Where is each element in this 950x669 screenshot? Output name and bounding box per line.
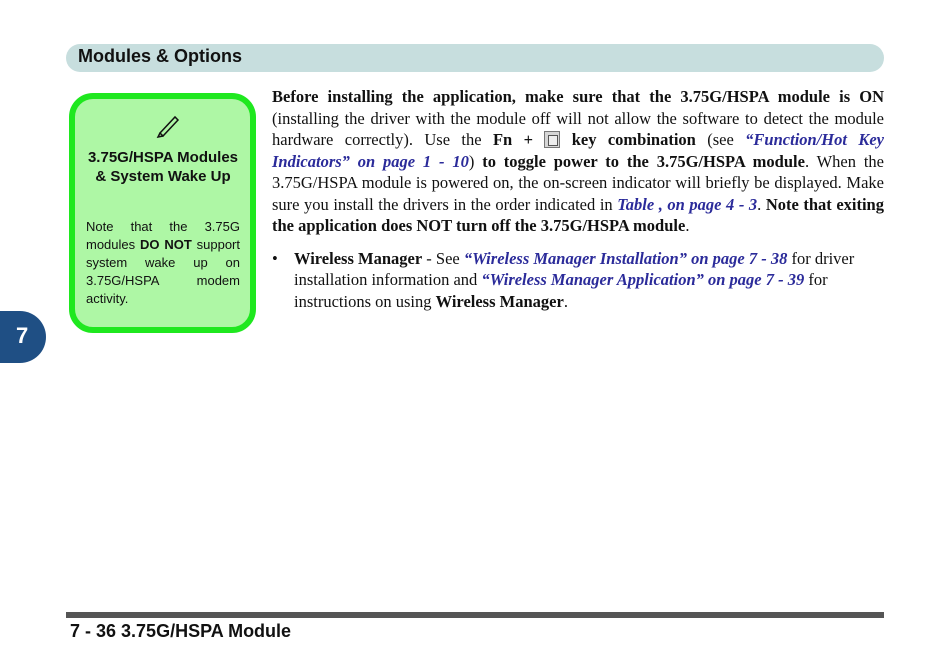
section-header-bar xyxy=(66,44,884,72)
driver-info-text: for driver installation information and xyxy=(294,248,855,289)
table-link[interactable]: Table , on page 4 - 3 xyxy=(617,194,758,214)
chapter-tab[interactable] xyxy=(0,311,46,363)
end-period: . xyxy=(685,216,690,235)
see-text: - See xyxy=(422,248,464,268)
function-hot-key-link[interactable]: “Function/Hot Key Indicators” on page 1 - 10 xyxy=(272,130,884,171)
footer-rule xyxy=(66,612,884,618)
key-combo-label: key combination xyxy=(560,130,696,149)
pencil-icon xyxy=(155,114,181,138)
intro-paragraph xyxy=(272,86,884,237)
wireless-manager-application-link[interactable]: “Wireless Manager Application” on page 7 - 39 xyxy=(481,270,805,289)
toggle-power-text: to toggle power to the 3.75G/HSPA module xyxy=(474,151,805,171)
intro-bold: Before installing the application, make sure that the 3.75G/HSPA module is ON xyxy=(272,87,884,106)
see-text: (see xyxy=(695,130,746,149)
page-footer: 7 - 36 3.75G/HSPA Module xyxy=(70,621,292,641)
end-period: . xyxy=(563,291,568,311)
bullet-dot: • xyxy=(272,248,278,268)
powered-on-text: . When the 3.75G/HSPA module is powered on, the on-screen indicator will briefly be displayed. Make sure you install the drivers in the order indicated in xyxy=(272,151,885,214)
main-content xyxy=(272,86,884,312)
instructions-text: for instructions on using xyxy=(294,270,828,311)
exit-note-text: Note that exiting the application does NOT turn off the 3.75G/HSPA module xyxy=(272,194,884,235)
wireless-manager-installation-link[interactable]: “Wireless Manager Installation” on page 7 - 38 xyxy=(463,248,788,268)
note-body-pre: Note that the 3.75G modules xyxy=(86,219,240,252)
fn-key-label: Fn + xyxy=(492,130,545,149)
note-body xyxy=(86,218,240,308)
intro-text: (installing the driver with the module off will not allow the software to detect the module hardware correctly). Use the xyxy=(272,108,884,149)
wireless-manager-label: Wireless Manager xyxy=(294,248,423,268)
close-paren: ) xyxy=(468,151,475,171)
note-title: 3.75G/HSPA Modules & System Wake Up xyxy=(87,149,239,185)
period-text: . xyxy=(757,194,766,214)
note-body-post: support system wake up on 3.75G/HSPA modem activity. xyxy=(86,237,240,306)
note-box xyxy=(69,93,256,333)
list-item xyxy=(272,248,884,313)
section-title: Modules & Options xyxy=(78,46,242,66)
bullet-list xyxy=(272,248,884,313)
function-key-icon xyxy=(544,131,560,148)
chapter-number: 7 xyxy=(16,323,29,348)
note-body-bold: DO NOT xyxy=(139,237,192,252)
wireless-manager-label-2: Wireless Manager xyxy=(435,291,564,311)
